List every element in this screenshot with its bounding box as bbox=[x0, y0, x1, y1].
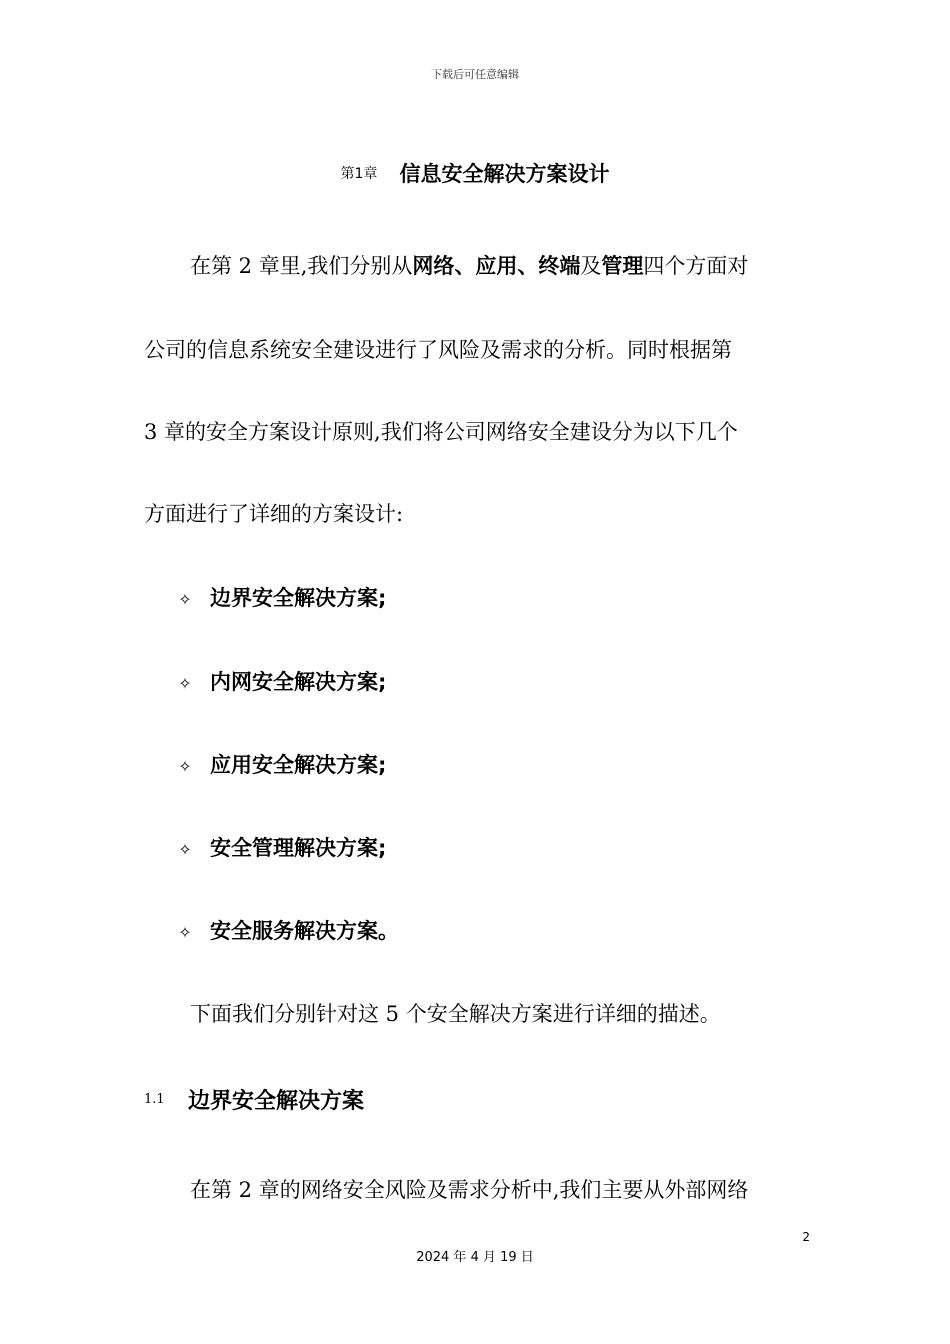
bullet-text: 边界安全解决方案; bbox=[210, 586, 387, 610]
summary-paragraph: 下面我们分别针对这 5 个安全解决方案进行详细的描述。 bbox=[190, 1002, 721, 1026]
diamond-star-icon: ✧ bbox=[178, 840, 192, 859]
bullet-item bbox=[176, 749, 386, 779]
bullet-item bbox=[176, 832, 386, 862]
keyword-network: 网络 bbox=[412, 254, 455, 278]
diamond-star-icon: ✧ bbox=[178, 757, 192, 776]
bullet-text: 应用安全解决方案; bbox=[210, 753, 387, 777]
intro-text: 及 bbox=[580, 254, 602, 278]
bullet-text: 安全服务解决方案。 bbox=[210, 919, 399, 943]
separator: 、 bbox=[454, 254, 476, 278]
header-note: 下载后可任意编辑 bbox=[431, 68, 519, 81]
bullet-item bbox=[176, 582, 386, 612]
section-heading bbox=[144, 1084, 364, 1115]
keyword-application: 应用 bbox=[475, 254, 518, 278]
intro-text: 在第 2 章里,我们分别从 bbox=[190, 254, 413, 278]
section-title: 边界安全解决方案 bbox=[188, 1089, 365, 1114]
bullet-item bbox=[176, 915, 399, 945]
intro-line-2: 公司的信息系统安全建设进行了风险及需求的分析。同时根据第 bbox=[144, 338, 732, 362]
footer-date: 2024 年 4 月 19 日 bbox=[416, 1250, 534, 1265]
section-paragraph: 在第 2 章的网络安全风险及需求分析中,我们主要从外部网络 bbox=[190, 1178, 749, 1202]
section-number: 1.1 bbox=[144, 1092, 165, 1107]
chapter-number: 第1章 bbox=[340, 166, 378, 182]
bullet-text: 安全管理解决方案; bbox=[210, 836, 387, 860]
chapter-heading bbox=[0, 158, 950, 188]
intro-line-4: 方面进行了详细的方案设计: bbox=[144, 502, 404, 526]
diamond-star-icon: ✧ bbox=[178, 923, 192, 942]
intro-line-3: 3 章的安全方案设计原则,我们将公司网络安全建设分为以下几个 bbox=[144, 420, 738, 444]
page-number: 2 bbox=[802, 1230, 810, 1244]
intro-text: 四个方面对 bbox=[643, 254, 749, 278]
intro-line-1 bbox=[190, 250, 852, 280]
keyword-terminal: 终端 bbox=[538, 254, 581, 278]
bullet-item bbox=[176, 666, 386, 696]
diamond-star-icon: ✧ bbox=[178, 590, 192, 609]
diamond-star-icon: ✧ bbox=[178, 674, 192, 693]
separator: 、 bbox=[517, 254, 539, 278]
keyword-management: 管理 bbox=[601, 254, 644, 278]
chapter-title: 信息安全解决方案设计 bbox=[399, 162, 610, 186]
bullet-text: 内网安全解决方案; bbox=[210, 670, 387, 694]
